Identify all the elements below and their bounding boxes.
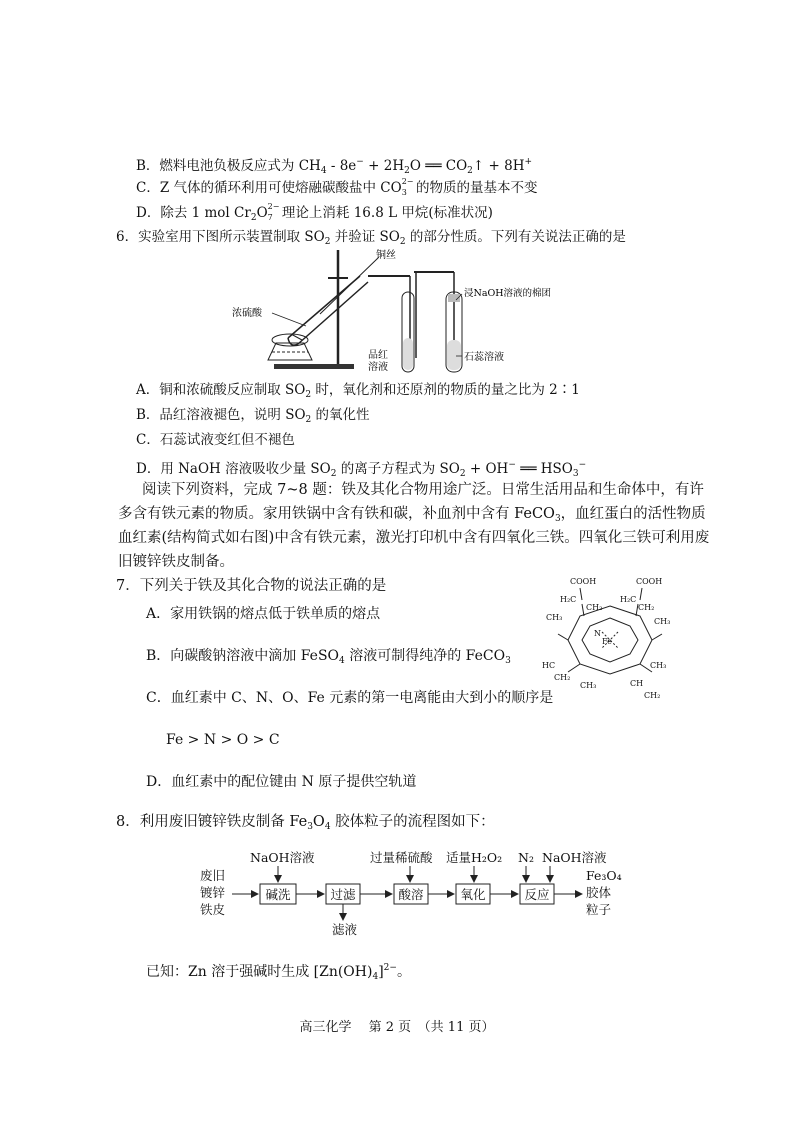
q5-option-c: C．Z 气体的循环利用可使熔融碳酸盐中 CO 2− 3 的物质的量基本不变 — [136, 177, 538, 197]
svg-text:CH₃: CH₃ — [580, 681, 597, 690]
q7-option-d: D．血红素中的配位键由 N 原子提供空轨道 — [146, 774, 417, 790]
q8-stem: 8．利用废旧镀锌铁皮制备 $Fe_3O_4$ 胶体粒子的流程图如下： — [116, 814, 495, 832]
box-acid-dissolve: 酸溶 — [398, 887, 424, 902]
svg-text:CH₂: CH₂ — [638, 603, 655, 612]
end-line-3: 粒子 — [586, 902, 612, 917]
svg-text:CH₃: CH₃ — [654, 617, 671, 626]
start-line-3: 铁皮 — [200, 902, 226, 917]
start-line-1: 废旧 — [200, 868, 226, 883]
reading-line-1: 阅读下列资料，完成 7~8 题：铁及其化合物用途广泛。日常生活用品和生命体中，有许 — [142, 482, 704, 498]
svg-text:CH₂: CH₂ — [554, 673, 571, 682]
box-filter: 过滤 — [330, 887, 356, 902]
label-pinhong-1: 品红 — [368, 350, 388, 361]
reagent-h2o2: 适量H₂O₂ — [446, 850, 503, 865]
svg-text:COOH: COOH — [570, 577, 597, 586]
svg-text:COOH: COOH — [636, 577, 663, 586]
reagent-n2: N₂ — [518, 850, 534, 865]
label-conc-acid: 浓硫酸 — [232, 308, 262, 319]
page-footer: 高三化学 第 2 页 （共 11 页） — [299, 1020, 495, 1035]
q7-option-c-order: Fe > N > O > C — [166, 732, 280, 748]
q6-option-d: D．用 NaOH 溶液吸收少量 $SO_2$ 的离子方程式为 $SO_2 + OH^-$ ══ $HSO_3^-$ — [136, 460, 587, 479]
svg-text:CH₃: CH₃ — [650, 661, 667, 670]
reagent-naoh-2: NaOH溶液 — [542, 850, 607, 865]
q5-option-d: D．除去 1 mol $Cr_2O$ 2− 7 理论上消耗 16.8 L 甲烷(标准状况) — [136, 202, 493, 223]
svg-text:Fe: Fe — [602, 637, 612, 646]
flow-chart — [198, 846, 622, 938]
reading-line-2: 多含有铁元素的物质。家用铁锅中含有铁和碳，补血剂中含有 FeCO$_3$，血红蛋白的活性物质 — [118, 506, 706, 524]
svg-text:CH₃: CH₃ — [546, 613, 563, 622]
q8-known: 已知：Zn 溶于强碱时生成 $[Zn(OH)_4]^{2-}$。 — [146, 963, 411, 982]
svg-text:CH: CH — [630, 679, 644, 688]
q6-option-a: A．铜和浓硫酸反应制取 $SO_2$ 时，氧化剂和还原剂的物质的量之比为 2∶1 — [136, 382, 580, 400]
box-react: 反应 — [524, 887, 550, 902]
heme-structure — [540, 574, 680, 702]
reagent-naoh: NaOH溶液 — [250, 850, 315, 865]
svg-text:H₂C: H₂C — [620, 595, 637, 604]
q6-option-b: B．品红溶液褪色，说明 $SO_2$ 的氧化性 — [136, 407, 370, 425]
q7-stem: 7．下列关于铁及其化合物的说法正确的是 — [116, 578, 387, 594]
svg-text:N: N — [594, 629, 601, 638]
reagent-h2so4: 过量稀硫酸 — [370, 850, 433, 865]
svg-text:CH₂: CH₂ — [586, 603, 603, 612]
end-line-1: Fe₃O₄ — [586, 868, 622, 883]
q7-option-c: C．血红素中 C、N、O、Fe 元素的第一电离能由大到小的顺序是 — [146, 690, 554, 706]
box-alkali-wash: 碱洗 — [265, 887, 291, 902]
start-line-2: 镀锌 — [200, 885, 226, 900]
apparatus-diagram — [228, 248, 552, 378]
q6-option-c: C．石蕊试液变红但不褪色 — [136, 432, 295, 448]
reading-line-4: 旧镀锌铁皮制备。 — [118, 554, 234, 570]
q5-option-b: B．燃料电池负极反应式为 $CH_4 - 8e^- + 2H_2O$ ══ $CO_2↑ + 8H^+$ — [136, 157, 533, 176]
end-line-2: 胶体 — [586, 885, 612, 900]
svg-text:CH₂: CH₂ — [644, 691, 661, 700]
label-pinhong-2: 溶液 — [368, 362, 388, 373]
q6-stem: 6．实验室用下图所示装置制取 $SO_2$ 并验证 $SO_2$ 的部分性质。下列有关说法正确的是 — [116, 229, 626, 247]
q7-option-a: A．家用铁锅的熔点低于铁单质的熔点 — [146, 606, 381, 622]
filtrate-label: 滤液 — [332, 922, 358, 937]
label-litmus: 石蕊溶液 — [464, 352, 504, 363]
label-copper-wire: 铜丝 — [376, 250, 396, 261]
svg-text:H₂C: H₂C — [560, 595, 577, 604]
svg-text:HC: HC — [542, 661, 556, 670]
box-oxidize: 氧化 — [460, 887, 486, 902]
label-naoh-cotton: 浸NaOH溶液的棉团 — [464, 288, 552, 299]
reading-line-3: 血红素(结构简式如右图)中含有铁元素，激光打印机中含有四氧化三铁。四氧化三铁可利用废 — [118, 530, 710, 546]
q7-option-b: B．向碳酸钠溶液中滴加 FeSO$_4$ 溶液可制得纯净的 FeCO$_3$ — [146, 648, 511, 666]
